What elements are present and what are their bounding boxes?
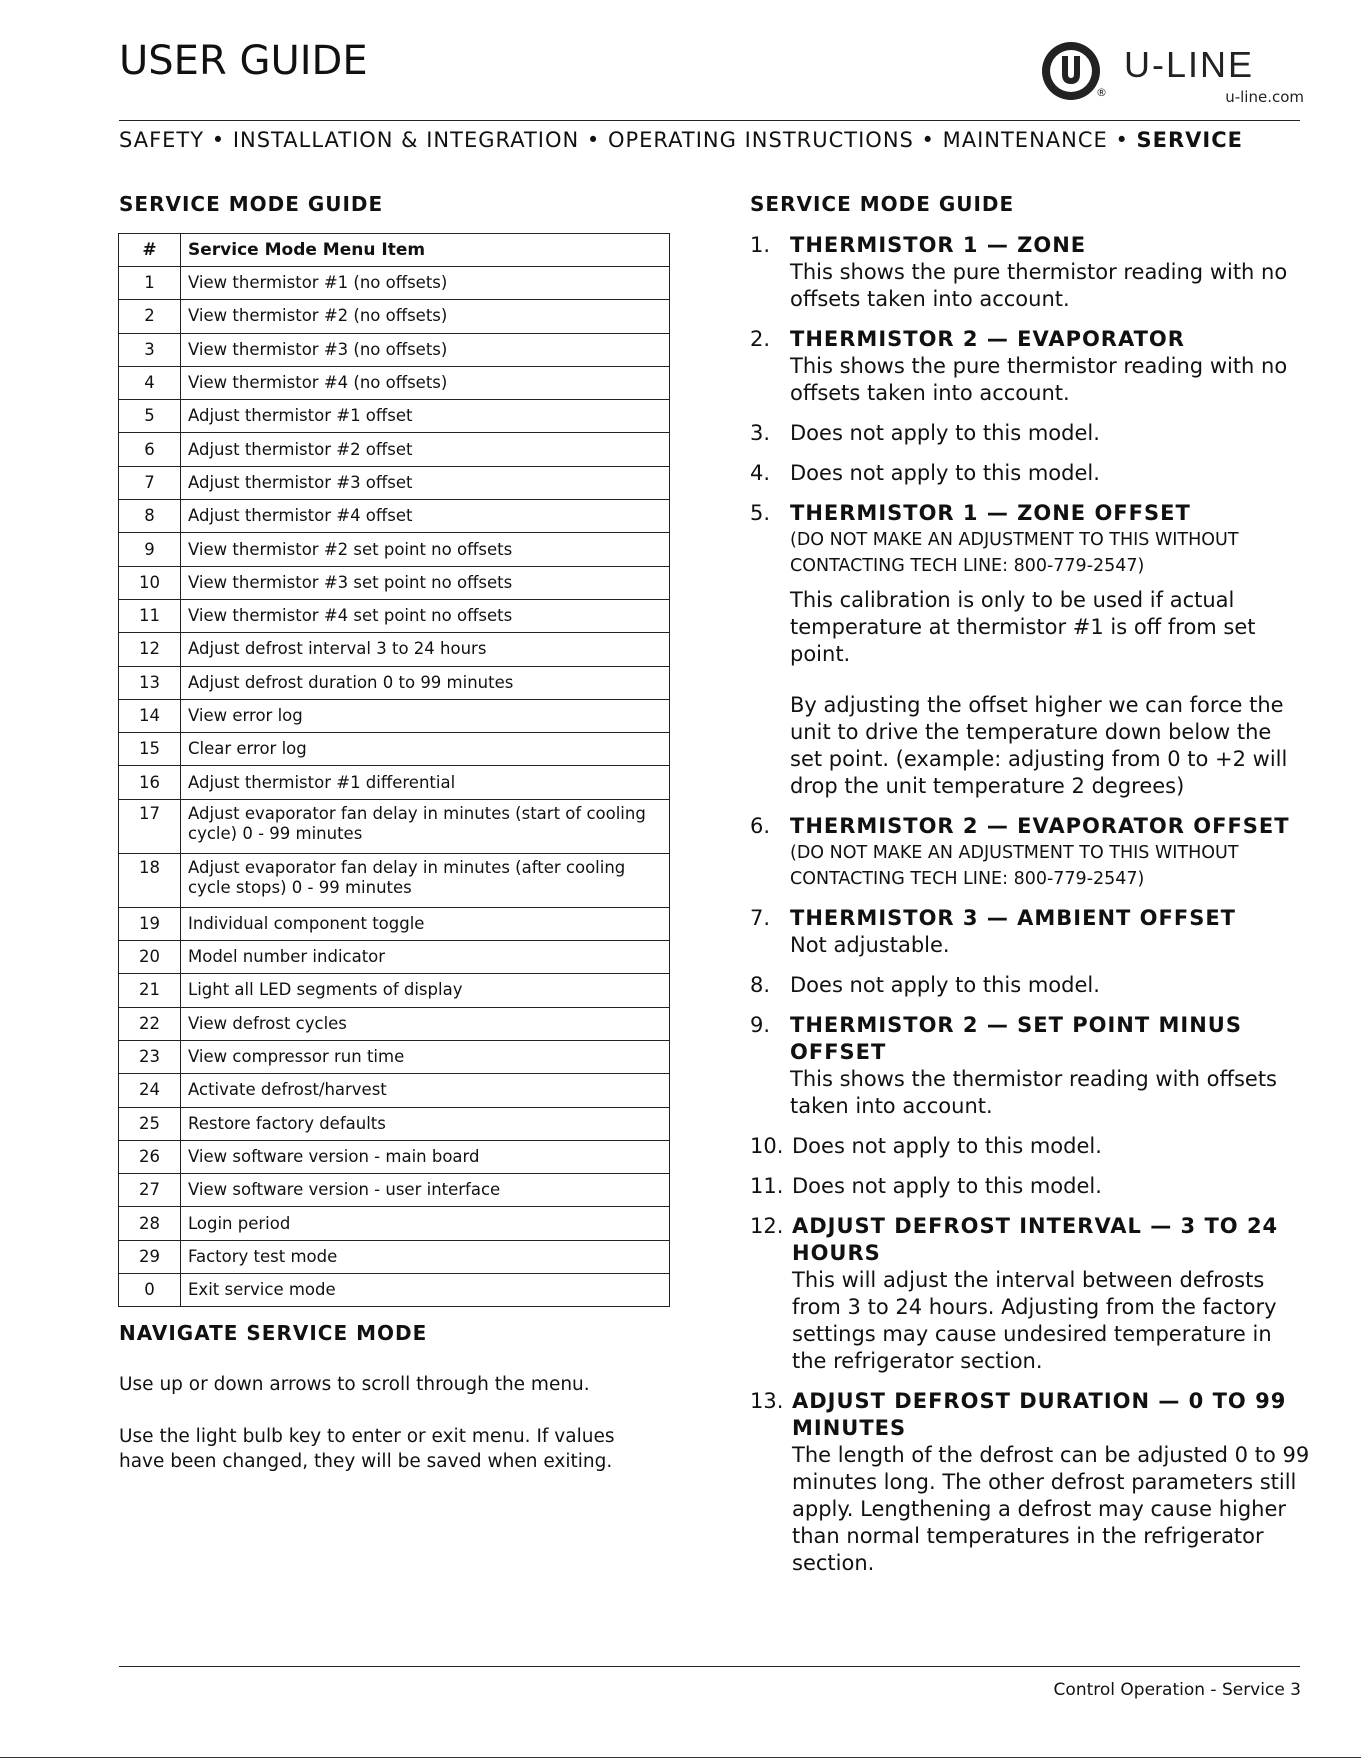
guide-item: [750, 1012, 1310, 1120]
guide-item: [750, 1213, 1310, 1375]
section-nav-current: SERVICE: [1136, 128, 1243, 152]
row-menu-item: Clear error log: [181, 733, 670, 766]
u-line-logo-icon: [1040, 40, 1102, 102]
row-number: 12: [119, 633, 181, 666]
row-menu-item: Adjust evaporator fan delay in minutes (after cooling cycle stops) 0 - 99 minutes: [181, 853, 670, 907]
table-row: [119, 974, 670, 1007]
row-number: 19: [119, 907, 181, 940]
table-row: [119, 633, 670, 666]
guide-item-title: THERMISTOR 1 — ZONE: [790, 233, 1087, 257]
row-menu-item: View software version - main board: [181, 1140, 670, 1173]
guide-item-number: 11.: [750, 1174, 784, 1198]
table-row: [119, 599, 670, 632]
row-number: 17: [119, 799, 181, 853]
guide-item-text: The length of the defrost can be adjusted 0 to 99 minutes long. The other defrost parameters still apply. Lengthening a defrost may cause higher than normal temperatures in the refrigerator section.: [792, 1443, 1310, 1575]
table-row: [119, 400, 670, 433]
table-row: [119, 466, 670, 499]
guide-item-number: 3.: [750, 421, 771, 445]
column-header-number: #: [119, 234, 181, 267]
guide-item-number: 1.: [750, 233, 771, 257]
row-number: 9: [119, 533, 181, 566]
service-mode-guide-list: [750, 232, 1310, 1590]
footer-divider: [119, 1666, 1300, 1667]
row-number: 8: [119, 500, 181, 533]
guide-item-text: This will adjust the interval between defrosts from 3 to 24 hours. Adjusting from the factory settings may cause undesired temperature in the refrigerator section.: [792, 1268, 1277, 1373]
row-menu-item: Adjust evaporator fan delay in minutes (start of cooling cycle) 0 - 99 minutes: [181, 799, 670, 853]
table-row: [119, 666, 670, 699]
guide-item-text: Does not apply to this model.: [790, 461, 1100, 485]
row-menu-item: View thermistor #1 (no offsets): [181, 267, 670, 300]
row-number: 1: [119, 267, 181, 300]
table-row: [119, 941, 670, 974]
guide-item-title: ADJUST DEFROST INTERVAL — 3 TO 24 HOURS: [792, 1214, 1279, 1265]
row-menu-item: View defrost cycles: [181, 1007, 670, 1040]
guide-item: [750, 460, 1310, 487]
guide-item-number: 8.: [750, 973, 771, 997]
row-number: 2: [119, 300, 181, 333]
row-menu-item: View thermistor #3 set point no offsets: [181, 566, 670, 599]
guide-item-title: THERMISTOR 2 — EVAPORATOR OFFSET: [790, 814, 1290, 838]
row-number: 6: [119, 433, 181, 466]
brand-name: U-LINE: [1124, 44, 1255, 85]
guide-item: [750, 813, 1310, 892]
guide-item-number: 2.: [750, 327, 771, 351]
right-section-heading: SERVICE MODE GUIDE: [750, 192, 1015, 216]
table-row: [119, 699, 670, 732]
row-number: 18: [119, 853, 181, 907]
row-number: 7: [119, 466, 181, 499]
page-footer: Control Operation - Service 3: [1053, 1680, 1301, 1700]
row-menu-item: View software version - user interface: [181, 1174, 670, 1207]
table-row: [119, 1240, 670, 1273]
row-number: 4: [119, 366, 181, 399]
guide-item-text: Does not apply to this model.: [790, 973, 1100, 997]
guide-item: [750, 972, 1310, 999]
guide-item-number: 6.: [750, 814, 771, 838]
section-nav: [119, 128, 1300, 152]
table-row: [119, 799, 670, 853]
row-number: 11: [119, 599, 181, 632]
row-menu-item: Factory test mode: [181, 1240, 670, 1273]
table-row: [119, 433, 670, 466]
guide-item: [750, 1173, 1310, 1200]
guide-item-number: 4.: [750, 461, 771, 485]
guide-item-title: THERMISTOR 2 — SET POINT MINUS OFFSET: [790, 1013, 1242, 1064]
row-menu-item: Light all LED segments of display: [181, 974, 670, 1007]
guide-item: [750, 500, 1310, 800]
table-row: [119, 1174, 670, 1207]
navigate-text-1: Use up or down arrows to scroll through the menu.: [119, 1374, 590, 1395]
table-header-row: [119, 234, 670, 267]
guide-item: [750, 232, 1310, 313]
guide-item-title: THERMISTOR 3 — AMBIENT OFFSET: [790, 906, 1237, 930]
row-number: 13: [119, 666, 181, 699]
row-menu-item: Adjust thermistor #4 offset: [181, 500, 670, 533]
guide-item-text: Does not apply to this model.: [792, 1174, 1102, 1198]
row-menu-item: Adjust thermistor #3 offset: [181, 466, 670, 499]
guide-item-text: This calibration is only to be used if actual temperature at thermistor #1 is off from set point.: [790, 588, 1256, 666]
navigate-text-2: Use the light bulb key to enter or exit menu. If values have been changed, they will be saved when exiting.: [119, 1426, 615, 1472]
row-menu-item: Exit service mode: [181, 1274, 670, 1307]
table-row: [119, 1040, 670, 1073]
guide-item-text: Does not apply to this model.: [792, 1134, 1102, 1158]
row-number: 16: [119, 766, 181, 799]
row-number: 28: [119, 1207, 181, 1240]
page-edge-line: [0, 1757, 1361, 1758]
row-number: 26: [119, 1140, 181, 1173]
table-row: [119, 1207, 670, 1240]
row-number: 21: [119, 974, 181, 1007]
row-menu-item: Restore factory defaults: [181, 1107, 670, 1140]
table-row: [119, 733, 670, 766]
table-row: [119, 533, 670, 566]
table-row: [119, 907, 670, 940]
guide-item-number: 13.: [750, 1389, 784, 1413]
guide-item: [750, 1133, 1310, 1160]
row-menu-item: Model number indicator: [181, 941, 670, 974]
column-header-item: Service Mode Menu Item: [181, 234, 670, 267]
row-menu-item: Adjust thermistor #1 offset: [181, 400, 670, 433]
table-row: [119, 566, 670, 599]
guide-item-number: 9.: [750, 1013, 771, 1037]
table-row: [119, 1107, 670, 1140]
row-menu-item: Login period: [181, 1207, 670, 1240]
row-menu-item: View thermistor #2 (no offsets): [181, 300, 670, 333]
row-number: 0: [119, 1274, 181, 1307]
row-number: 20: [119, 941, 181, 974]
row-menu-item: View thermistor #4 (no offsets): [181, 366, 670, 399]
registered-mark: ®: [1096, 86, 1107, 99]
guide-item: [750, 326, 1310, 407]
brand-logo: [1040, 38, 1304, 110]
table-row: [119, 1140, 670, 1173]
navigate-heading: NAVIGATE SERVICE MODE: [119, 1321, 428, 1345]
row-menu-item: View thermistor #3 (no offsets): [181, 333, 670, 366]
row-menu-item: Adjust defrost duration 0 to 99 minutes: [181, 666, 670, 699]
guide-item-warning: (DO NOT MAKE AN ADJUSTMENT TO THIS WITHOUT CONTACTING TECH LINE: 800-779-2547): [790, 530, 1239, 576]
guide-item-title: THERMISTOR 2 — EVAPORATOR: [790, 327, 1185, 351]
row-menu-item: Adjust thermistor #1 differential: [181, 766, 670, 799]
table-row: [119, 1274, 670, 1307]
row-menu-item: View thermistor #4 set point no offsets: [181, 599, 670, 632]
guide-item-text: This shows the thermistor reading with offsets taken into account.: [790, 1067, 1277, 1118]
row-number: 3: [119, 333, 181, 366]
row-number: 29: [119, 1240, 181, 1273]
row-number: 14: [119, 699, 181, 732]
row-menu-item: View error log: [181, 699, 670, 732]
page-title: USER GUIDE: [119, 38, 368, 84]
table-row: [119, 1007, 670, 1040]
guide-item: [750, 420, 1310, 447]
guide-item-text: This shows the pure thermistor reading with no offsets taken into account.: [790, 260, 1288, 311]
row-menu-item: Activate defrost/harvest: [181, 1074, 670, 1107]
row-number: 24: [119, 1074, 181, 1107]
row-number: 22: [119, 1007, 181, 1040]
guide-item-number: 12.: [750, 1214, 784, 1238]
guide-item-title: THERMISTOR 1 — ZONE OFFSET: [790, 501, 1191, 525]
row-number: 10: [119, 566, 181, 599]
row-menu-item: View thermistor #2 set point no offsets: [181, 533, 670, 566]
table-row: [119, 267, 670, 300]
guide-item-text-extra: By adjusting the offset higher we can force the unit to drive the temperature down below the set point. (example: adjusting from 0 to +2 will drop the unit temperature 2 degrees): [790, 693, 1288, 798]
table-row: [119, 853, 670, 907]
guide-item-text: Does not apply to this model.: [790, 421, 1100, 445]
table-row: [119, 300, 670, 333]
service-menu-table: [118, 233, 670, 1307]
row-number: 27: [119, 1174, 181, 1207]
row-number: 5: [119, 400, 181, 433]
section-nav-items: SAFETY • INSTALLATION & INTEGRATION • OPERATING INSTRUCTIONS • MAINTENANCE •: [119, 128, 1137, 152]
guide-item-text: This shows the pure thermistor reading with no offsets taken into account.: [790, 354, 1288, 405]
guide-item-text: Not adjustable.: [790, 933, 950, 957]
table-row: [119, 366, 670, 399]
table-row: [119, 333, 670, 366]
guide-item-number: 5.: [750, 501, 771, 525]
row-menu-item: Adjust defrost interval 3 to 24 hours: [181, 633, 670, 666]
table-row: [119, 1074, 670, 1107]
header-divider: [119, 120, 1300, 121]
guide-item-number: 7.: [750, 906, 771, 930]
guide-item: [750, 1388, 1310, 1577]
row-number: 23: [119, 1040, 181, 1073]
guide-item-warning: (DO NOT MAKE AN ADJUSTMENT TO THIS WITHOUT CONTACTING TECH LINE: 800-779-2547): [790, 843, 1239, 889]
guide-item-title: ADJUST DEFROST DURATION — 0 TO 99 MINUTES: [792, 1389, 1287, 1440]
left-section-heading: SERVICE MODE GUIDE: [119, 192, 384, 216]
row-menu-item: View compressor run time: [181, 1040, 670, 1073]
brand-url: u-line.com: [1225, 88, 1304, 106]
row-number: 15: [119, 733, 181, 766]
table-row: [119, 500, 670, 533]
table-row: [119, 766, 670, 799]
row-number: 25: [119, 1107, 181, 1140]
row-menu-item: Individual component toggle: [181, 907, 670, 940]
row-menu-item: Adjust thermistor #2 offset: [181, 433, 670, 466]
guide-item: [750, 905, 1310, 959]
guide-item-number: 10.: [750, 1134, 784, 1158]
